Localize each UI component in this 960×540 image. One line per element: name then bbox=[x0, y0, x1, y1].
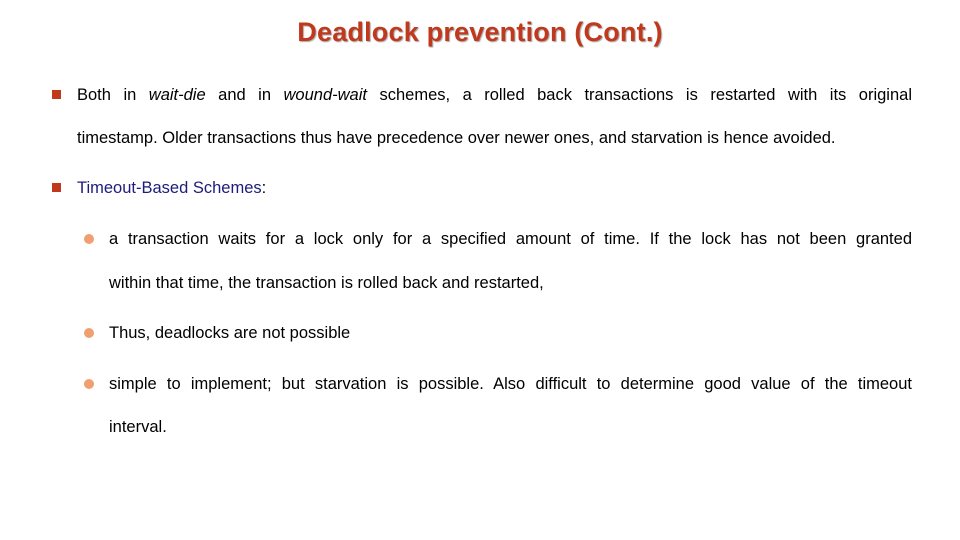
sub-bullet-2-line-1: Thus, deadlocks are not possible bbox=[109, 324, 351, 342]
bullet-1-text-a: Both in bbox=[77, 86, 149, 104]
bullet-1-em-wait-die: wait-die bbox=[148, 86, 206, 104]
bullet-1-text-c: schemes, a rolled back transactions is restarted with its original bbox=[366, 86, 912, 104]
sub-bullet-3-line-2: interval. bbox=[109, 418, 167, 436]
bullet-1-text-b: and in bbox=[205, 86, 284, 104]
bullet-1-em-wound-wait: wound-wait bbox=[283, 86, 367, 104]
bullet-1-line-1 bbox=[77, 85, 912, 105]
round-bullet-icon bbox=[84, 328, 94, 338]
round-bullet-icon bbox=[84, 234, 94, 244]
round-bullet-icon bbox=[84, 379, 94, 389]
heading-colon: : bbox=[261, 179, 267, 197]
square-bullet-icon bbox=[52, 183, 61, 192]
bullet-1-line-2: timestamp. Older transactions thus have precedence over newer ones, and starvation is hence avoided. bbox=[77, 129, 836, 147]
bullet-2-heading bbox=[77, 178, 266, 198]
slide-title: Deadlock prevention (Cont.) bbox=[297, 17, 663, 47]
sub-bullet-3-line-1: simple to implement; but starvation is possible. Also difficult to determine good value of the timeout bbox=[109, 375, 912, 393]
square-bullet-icon bbox=[52, 90, 61, 99]
sub-bullet-1-line-2: within that time, the transaction is rolled back and restarted, bbox=[109, 274, 544, 292]
sub-bullet-1-line-1: a transaction waits for a lock only for a specified amount of time. If the lock has not been granted bbox=[109, 230, 912, 248]
timeout-schemes-heading: Timeout-Based Schemes bbox=[77, 179, 262, 197]
